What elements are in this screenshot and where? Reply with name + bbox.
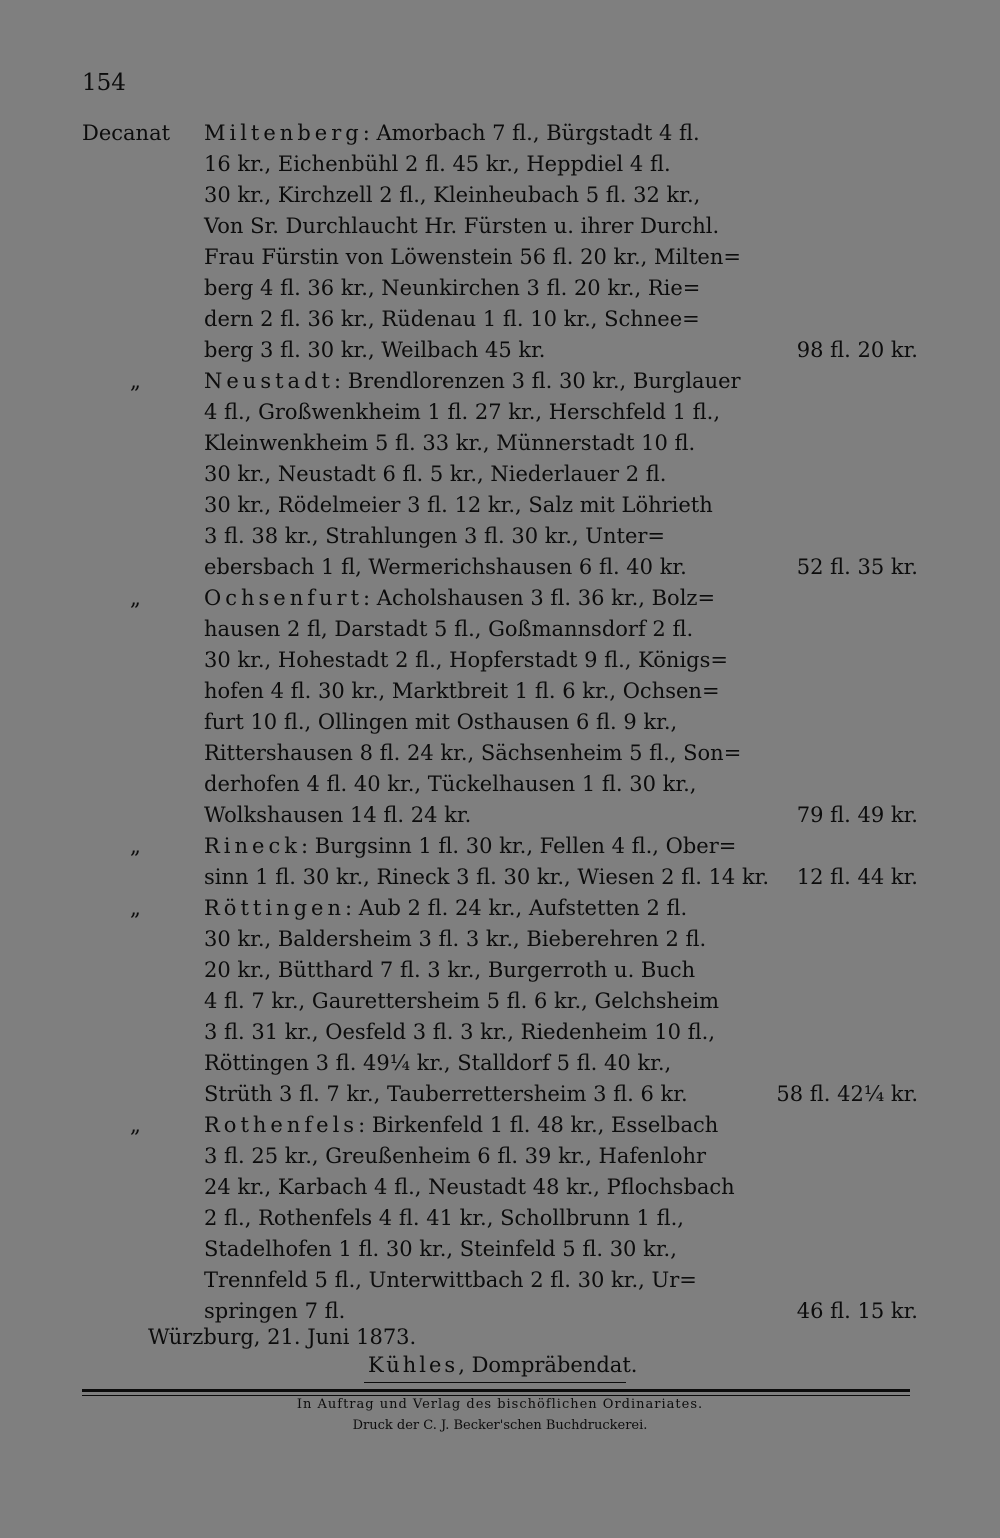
entry-line-text: Frau Fürstin von Löwenstein 56 fl. 20 kr., Milten= bbox=[204, 245, 741, 269]
entry-total: 98 fl. 20 kr. bbox=[796, 338, 918, 362]
entry-line bbox=[82, 738, 922, 769]
entry-line bbox=[82, 304, 922, 335]
entry-text bbox=[204, 1079, 688, 1110]
footer-rule-thick bbox=[82, 1389, 910, 1392]
entry-line-text: Burgsinn 1 fl. 30 kr., Fellen 4 fl., Ober= bbox=[314, 834, 737, 858]
place-date: Würzburg, 21. Juni 1873. bbox=[148, 1325, 417, 1349]
entry-line-text: dern 2 fl. 36 kr., Rüdenau 1 fl. 10 kr., Schnee= bbox=[204, 307, 700, 331]
name-colon: : bbox=[358, 1113, 372, 1137]
page-number: 154 bbox=[82, 70, 126, 96]
entry-text bbox=[204, 645, 728, 676]
entry-text bbox=[204, 304, 700, 335]
entry-line bbox=[82, 1265, 922, 1296]
entry-text bbox=[204, 459, 666, 490]
signature-underline bbox=[364, 1382, 626, 1383]
entry-line-text: 4 fl. 7 kr., Gaurettersheim 5 fl. 6 kr., Gelchsheim bbox=[204, 989, 720, 1013]
name-colon: : bbox=[333, 369, 348, 393]
entry-line bbox=[82, 490, 922, 521]
entry-total: 58 fl. 42¼ kr. bbox=[776, 1082, 918, 1106]
name-colon: : bbox=[344, 896, 359, 920]
entry-line-text: 30 kr., Hohestadt 2 fl., Hopferstadt 9 fl., Königs= bbox=[204, 648, 728, 672]
entry-line bbox=[82, 273, 922, 304]
entry-text bbox=[204, 490, 713, 521]
ditto-mark: „ bbox=[130, 896, 141, 920]
entry-line-text: 30 kr., Rödelmeier 3 fl. 12 kr., Salz mit Löhrieth bbox=[204, 493, 713, 517]
entry-text bbox=[204, 1203, 684, 1234]
entry-line-text: ebersbach 1 fl, Wermerichshausen 6 fl. 40 kr. bbox=[204, 555, 687, 579]
entry-line bbox=[82, 924, 922, 955]
entry-line bbox=[82, 831, 922, 862]
entry-line-text: Trennfeld 5 fl., Unterwittbach 2 fl. 30 kr., Ur= bbox=[204, 1268, 697, 1292]
entry-line-text: 24 kr., Karbach 4 fl., Neustadt 48 kr., Pflochsbach bbox=[204, 1175, 735, 1199]
entry-text bbox=[204, 242, 741, 273]
entry-line bbox=[82, 800, 922, 831]
entry-line-text: Wolkshausen 14 fl. 24 kr. bbox=[204, 803, 472, 827]
entry-text bbox=[204, 149, 671, 180]
entry-line-text: Rittershausen 8 fl. 24 kr., Sächsenheim 5 fl., Son= bbox=[204, 741, 742, 765]
name-colon: : bbox=[300, 834, 315, 858]
entry-text bbox=[204, 924, 706, 955]
entry-text bbox=[204, 707, 677, 738]
entry-total: 79 fl. 49 kr. bbox=[796, 803, 918, 827]
name-colon: : bbox=[363, 586, 377, 610]
entry-line-text: Kleinwenkheim 5 fl. 33 kr., Münnerstadt 10 fl. bbox=[204, 431, 696, 455]
entry-text bbox=[204, 738, 741, 769]
entry-total: 52 fl. 35 kr. bbox=[796, 555, 918, 579]
entry-line bbox=[82, 149, 922, 180]
entry-line bbox=[82, 335, 922, 366]
footer-printer: Druck der C. J. Becker'schen Buchdruckerei. bbox=[352, 1418, 648, 1433]
entry-line bbox=[82, 1079, 922, 1110]
entry-text bbox=[204, 180, 700, 211]
entry-line bbox=[82, 769, 922, 800]
entry-text bbox=[204, 769, 697, 800]
deanery-list bbox=[82, 118, 922, 1327]
entry-text bbox=[204, 335, 546, 366]
footer-publisher: In Auftrag und Verlag des bischöflichen Ordinariates. bbox=[296, 1397, 704, 1412]
entry-line-text: hofen 4 fl. 30 kr., Marktbreit 1 fl. 6 kr., Ochsen= bbox=[204, 679, 720, 703]
deanery-name: Röttingen bbox=[204, 896, 345, 920]
entry-line-text: 4 fl., Großwenkheim 1 fl. 27 kr., Herschfeld 1 fl., bbox=[204, 400, 721, 424]
entry-line bbox=[82, 118, 922, 149]
entry-line bbox=[82, 1110, 922, 1141]
ditto-mark: „ bbox=[130, 586, 141, 610]
entry-line bbox=[82, 397, 922, 428]
entry-line-text: 30 kr., Baldersheim 3 fl. 3 kr., Bieberehren 2 fl. bbox=[204, 927, 707, 951]
entry-text bbox=[204, 1048, 671, 1079]
entry-line-text: derhofen 4 fl. 40 kr., Tückelhausen 1 fl. 30 kr., bbox=[204, 772, 697, 796]
entry-total: 12 fl. 44 kr. bbox=[796, 865, 918, 889]
signature-name: Kühles bbox=[368, 1353, 459, 1377]
entry-text bbox=[204, 428, 695, 459]
entry-text bbox=[204, 366, 741, 397]
entry-line-text: springen 7 fl. bbox=[204, 1299, 346, 1323]
entry-line-text: Von Sr. Durchlaucht Hr. Fürsten u. ihrer Durchl. bbox=[204, 214, 720, 238]
entry-text bbox=[204, 1265, 697, 1296]
entry-line bbox=[82, 1048, 922, 1079]
entry-line-text: sinn 1 fl. 30 kr., Rineck 3 fl. 30 kr., Wiesen 2 fl. 14 kr. bbox=[204, 865, 770, 889]
ditto-mark: „ bbox=[130, 834, 141, 858]
entry-text bbox=[204, 1172, 735, 1203]
entry-text bbox=[204, 986, 719, 1017]
entry-line bbox=[82, 614, 922, 645]
deanery-entry bbox=[82, 118, 922, 366]
deanery-name: Miltenberg bbox=[204, 121, 363, 145]
entry-line-text: Amorbach 7 fl., Bürgstadt 4 fl. bbox=[376, 121, 700, 145]
signature-separator: , bbox=[458, 1353, 472, 1377]
ditto-mark: „ bbox=[130, 369, 141, 393]
entry-line bbox=[82, 521, 922, 552]
entry-text bbox=[204, 211, 719, 242]
deanery-entry bbox=[82, 583, 922, 831]
entry-line-text: 30 kr., Kirchzell 2 fl., Kleinheubach 5 fl. 32 kr., bbox=[204, 183, 701, 207]
entry-line bbox=[82, 552, 922, 583]
entry-line-text: 2 fl., Rothenfels 4 fl. 41 kr., Schollbrunn 1 fl., bbox=[204, 1206, 684, 1230]
entry-line bbox=[82, 242, 922, 273]
deanery-name: Rineck bbox=[204, 834, 301, 858]
entry-line bbox=[82, 893, 922, 924]
entry-line bbox=[82, 676, 922, 707]
entry-line-text: furt 10 fl., Ollingen mit Osthausen 6 fl. 9 kr., bbox=[204, 710, 678, 734]
entry-text bbox=[204, 1110, 718, 1141]
entry-prefix: Decanat bbox=[82, 121, 171, 145]
entry-line-text: 16 kr., Eichenbühl 2 fl. 45 kr., Heppdiel 4 fl. bbox=[204, 152, 671, 176]
entry-text bbox=[204, 800, 471, 831]
entry-line bbox=[82, 1172, 922, 1203]
entry-text bbox=[204, 397, 720, 428]
entry-text bbox=[204, 831, 736, 862]
entry-line-text: 3 fl. 38 kr., Strahlungen 3 fl. 30 kr., Unter= bbox=[204, 524, 666, 548]
entry-line bbox=[82, 583, 922, 614]
entry-total: 46 fl. 15 kr. bbox=[796, 1299, 918, 1323]
entry-line-text: 3 fl. 31 kr., Oesfeld 3 fl. 3 kr., Riedenheim 10 fl., bbox=[204, 1020, 716, 1044]
deanery-entry bbox=[82, 366, 922, 583]
entry-line-text: Acholshausen 3 fl. 36 kr., Bolz= bbox=[376, 586, 716, 610]
entry-text bbox=[204, 273, 700, 304]
entry-line bbox=[82, 1234, 922, 1265]
entry-text bbox=[204, 1141, 706, 1172]
entry-line-text: Aub 2 fl. 24 kr., Aufstetten 2 fl. bbox=[358, 896, 688, 920]
entry-line-text: 30 kr., Neustadt 6 fl. 5 kr., Niederlauer 2 fl. bbox=[204, 462, 667, 486]
entry-line bbox=[82, 180, 922, 211]
entry-line bbox=[82, 986, 922, 1017]
ditto-mark: „ bbox=[130, 1113, 141, 1137]
entry-text bbox=[204, 676, 720, 707]
entry-line bbox=[82, 955, 922, 986]
entry-line-text: hausen 2 fl, Darstadt 5 fl., Goßmannsdorf 2 fl. bbox=[204, 617, 694, 641]
entry-text bbox=[204, 552, 687, 583]
entry-text bbox=[204, 583, 715, 614]
entry-line-text: berg 3 fl. 30 kr., Weilbach 45 kr. bbox=[204, 338, 546, 362]
entry-line-text: Röttingen 3 fl. 49¼ kr., Stalldorf 5 fl. 40 kr., bbox=[204, 1051, 672, 1075]
entry-line bbox=[82, 459, 922, 490]
entry-line bbox=[82, 1141, 922, 1172]
name-colon: : bbox=[362, 121, 377, 145]
entry-text bbox=[204, 862, 769, 893]
entry-line-text: 3 fl. 25 kr., Greußenheim 6 fl. 39 kr., Hafenlohr bbox=[204, 1144, 707, 1168]
entry-line bbox=[82, 1017, 922, 1048]
entry-line bbox=[82, 366, 922, 397]
entry-text bbox=[204, 614, 693, 645]
entry-line bbox=[82, 211, 922, 242]
deanery-entry bbox=[82, 1110, 922, 1327]
signature-title: Dompräbendat. bbox=[471, 1353, 638, 1377]
entry-line-text: Brendlorenzen 3 fl. 30 kr., Burglauer bbox=[347, 369, 741, 393]
signature bbox=[368, 1350, 637, 1381]
entry-line bbox=[82, 428, 922, 459]
entry-text bbox=[204, 955, 695, 986]
entry-line bbox=[82, 645, 922, 676]
deanery-name: Rothenfels bbox=[204, 1113, 359, 1137]
entry-text bbox=[204, 521, 665, 552]
entry-line bbox=[82, 707, 922, 738]
entry-line-text: Strüth 3 fl. 7 kr., Tauberrettersheim 3 fl. 6 kr. bbox=[204, 1082, 688, 1106]
entry-line-text: Birkenfeld 1 fl. 48 kr., Esselbach bbox=[371, 1113, 719, 1137]
entry-line-text: 20 kr., Bütthard 7 fl. 3 kr., Burgerroth u. Buch bbox=[204, 958, 696, 982]
entry-line-text: Stadelhofen 1 fl. 30 kr., Steinfeld 5 fl. 30 kr., bbox=[204, 1237, 677, 1261]
entry-text bbox=[204, 893, 687, 924]
entry-line bbox=[82, 862, 922, 893]
entry-line-text: berg 4 fl. 36 kr., Neunkirchen 3 fl. 20 kr., Rie= bbox=[204, 276, 701, 300]
deanery-name: Ochsenfurt bbox=[204, 586, 364, 610]
deanery-entry bbox=[82, 831, 922, 893]
entry-text bbox=[204, 1234, 677, 1265]
entry-line bbox=[82, 1203, 922, 1234]
deanery-entry bbox=[82, 893, 922, 1110]
entry-text bbox=[204, 1017, 715, 1048]
deanery-name: Neustadt bbox=[204, 369, 334, 393]
entry-text bbox=[204, 118, 700, 149]
